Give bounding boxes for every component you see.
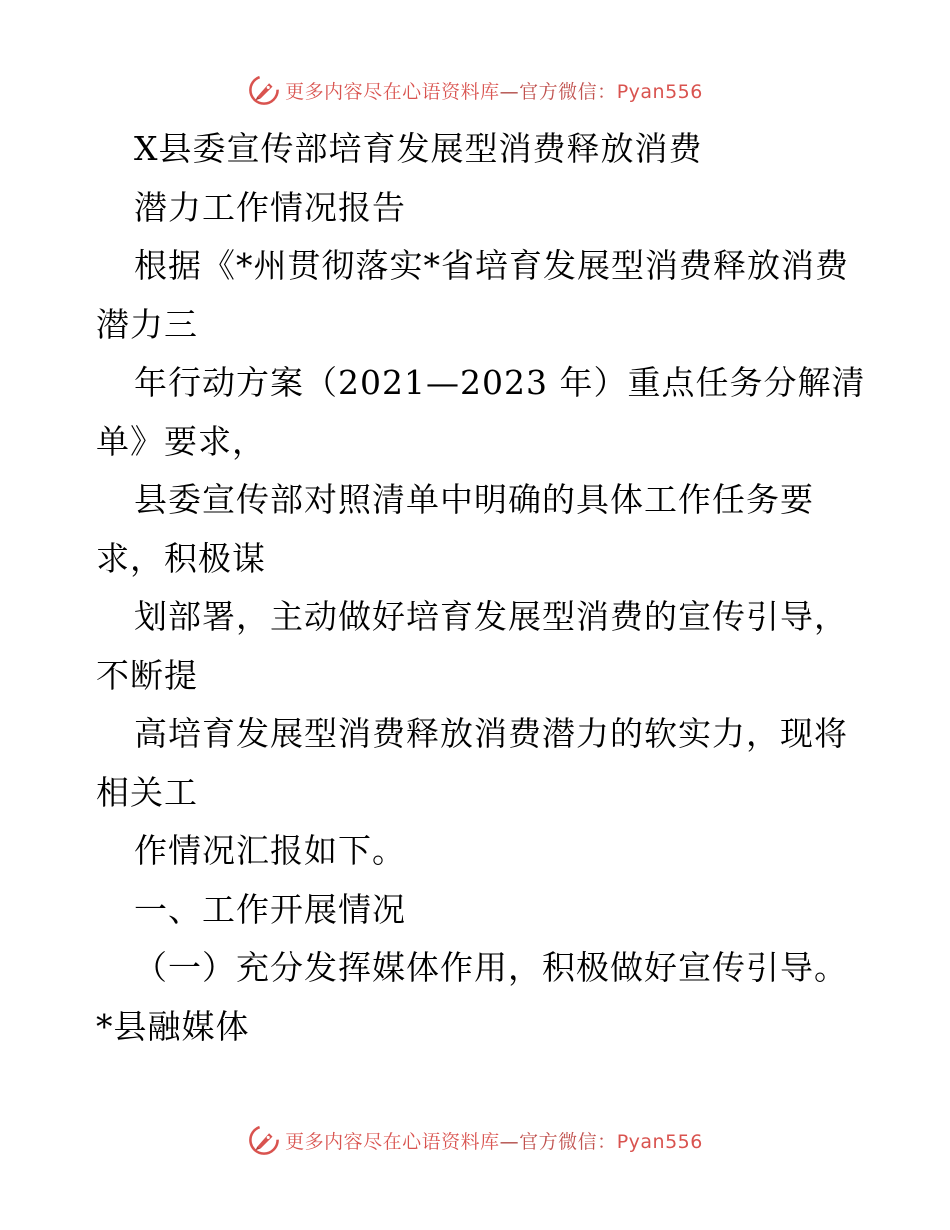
watermark-banner-bottom (0, 1120, 950, 1160)
watermark-wechat-id: Pyan556 (616, 80, 703, 103)
watermark-banner-inner (247, 73, 703, 107)
document-line: 划部署，主动做好培育发展型消费的宣传引导， (134, 597, 848, 636)
document-line: 作情况汇报如下。 (134, 831, 406, 870)
watermark-site-name: 更多内容尽在心语资料库 (285, 80, 500, 103)
watermark-separator: — (499, 1130, 520, 1153)
watermark-wechat-id: Pyan556 (616, 1130, 703, 1153)
document-line: （一）充分发挥媒体作用，积极做好宣传引导。 (134, 948, 848, 987)
watermark-text (285, 1127, 703, 1154)
document-line: 潜力三 (96, 304, 198, 344)
document-line: 一、工作开展情况 (134, 889, 406, 929)
watermark-banner-inner (247, 1123, 703, 1157)
document-line: *县融媒体 (96, 1006, 250, 1046)
document-line: X县委宣传部培育发展型消费释放消费 (134, 129, 703, 168)
watermark-banner-top (0, 70, 950, 110)
document-line: 相关工 (96, 772, 198, 812)
watermark-wechat-label: 官方微信： (519, 80, 617, 103)
document-line: 潜力工作情况报告 (134, 187, 406, 227)
document-line: 根据《*州贯彻落实*省培育发展型消费释放消费 (134, 246, 849, 285)
document-line: 求，积极谋 (96, 538, 266, 578)
watermark-separator: — (499, 80, 520, 103)
pen-nib-logo-icon (247, 1123, 281, 1157)
document-line: 年行动方案（2021—2023 年）重点任务分解清 (134, 363, 866, 402)
watermark-text (285, 77, 703, 104)
watermark-site-name: 更多内容尽在心语资料库 (285, 1130, 500, 1153)
document-body (96, 120, 866, 1056)
pen-nib-logo-icon (247, 73, 281, 107)
document-line: 单》要求， (96, 421, 266, 461)
watermark-wechat-label: 官方微信： (519, 1130, 617, 1153)
document-line: 不断提 (96, 655, 198, 695)
document-line: 高培育发展型消费释放消费潜力的软实力，现将 (134, 714, 848, 753)
document-line: 县委宣传部对照清单中明确的具体工作任务要 (134, 480, 814, 519)
